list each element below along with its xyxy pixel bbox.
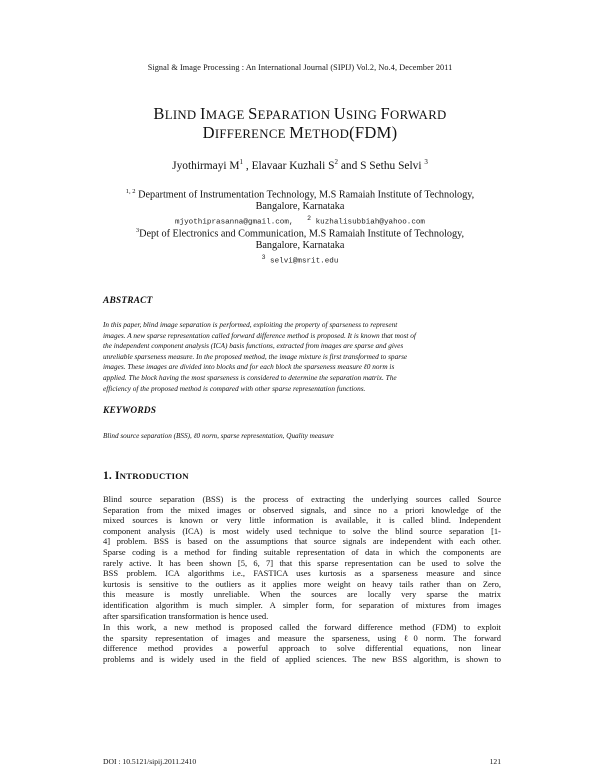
author-list: Jyothirmayi $M^1$ , Elavaar Kuzhali $S^2$ and S Sethu Selvi $^3$ [172, 158, 428, 172]
page-footer [103, 757, 501, 766]
intro-paragraph-2: In this work, a new method is proposed called the forward difference method (FDM) to exploit the sparsity representation of images and measure the sparseness, using ℓ0 norm. The forward difference method provides a powerful approach to solve differential equations, non linear problems and is widely used in the field of applied sciences. The new BSS algorithm, is shown to [103, 622, 501, 664]
keywords-heading: KEYWORDS [103, 406, 157, 416]
paper-title-line-2: DIFFERENCE METHOD(FDM) [202, 123, 398, 142]
abstract-body: In this paper, blind image separation is performed, exploiting the property of sparseness to represent images. A new sparse representation called forward difference method is proposed. It is known that most of the independent component analysis (ICA) basis functions, extracted from images are sparse and gives unreliable sparseness measure. In the proposed method, the image mixture is first transformed to sparse images. These images are divided into blocks and for each block the sparseness measure ℓ0 norm is applied. The block having the most sparseness is considered to determine the separation matrix. The efficiency of the proposed method is compared with other sparse representation functions. [103, 320, 416, 393]
abstract-heading: ABSTRACT [103, 296, 153, 306]
page-number: 121 [489, 757, 501, 766]
section-heading-introduction: 1. INTRODUCTION [103, 470, 189, 482]
paper-title-line-1: BLIND IMAGE SEPARATION USING FORWARD [153, 104, 447, 123]
keywords-text: Blind source separation (BSS), ℓ0 norm, sparse representation, Quality measure [103, 432, 334, 440]
affiliation-1-emails: mjyothiprasanna@gmail.com, $^2$ kuzhalisubbiah@yahoo.com [175, 215, 425, 227]
affiliation-1: $^{1, 2}$ Department of Instrumentation Technology, M.S Ramaiah Institute of Technology, Bangalore, Karnataka mjyothiprasanna@gmail.com, $^2$ kuzhalisubbiah@yahoo.com [100, 186, 500, 229]
doi-label: DOI : 10.5121/sipij.2011.2410 [103, 757, 197, 766]
affiliation-3: $^3$Dept of Electronics and Communication, M.S Ramaiah Institute of Technology, Bangalore, Karnataka $^3$ selvi@msrit.edu [100, 225, 500, 268]
intro-paragraph-1: Blind source separation (BSS) is the process of extracting the underlying sources called Source Separation from the mixed images or observed signals, and since no a priori knowledge of the mixed sources is known or very little information is available, it is called blind. Independent component analysis (ICA) is most widely used technique to solve the blind source separation [1- 4] problem. BSS is based on the assumptions that source signals are independent with each other. Sparse coding is a method for finding suitable representation of data in which the components are rarely active. It has been shown [5, 6, 7] that this sparse representation can be used to solve the BSS problem. ICA algorithms i.e., FASTICA uses kurtosis as a sparseness measure and since kurtosis is sensitive to the outliers as it applies more weight on heavy tails rather than on Zero, this measure is mostly unreliable. When the sources are locally very sparse the matrix identification algorithm is much simpler. A simpler form, for separation of mixtures from images after sparsification transformation is hence used. [103, 494, 501, 621]
affiliation-3-email: $^3$ selvi@msrit.edu [261, 254, 339, 266]
running-head: Signal & Image Processing : An International Journal (SIPIJ) Vol.2, No.4, December 2011 [147, 63, 453, 72]
